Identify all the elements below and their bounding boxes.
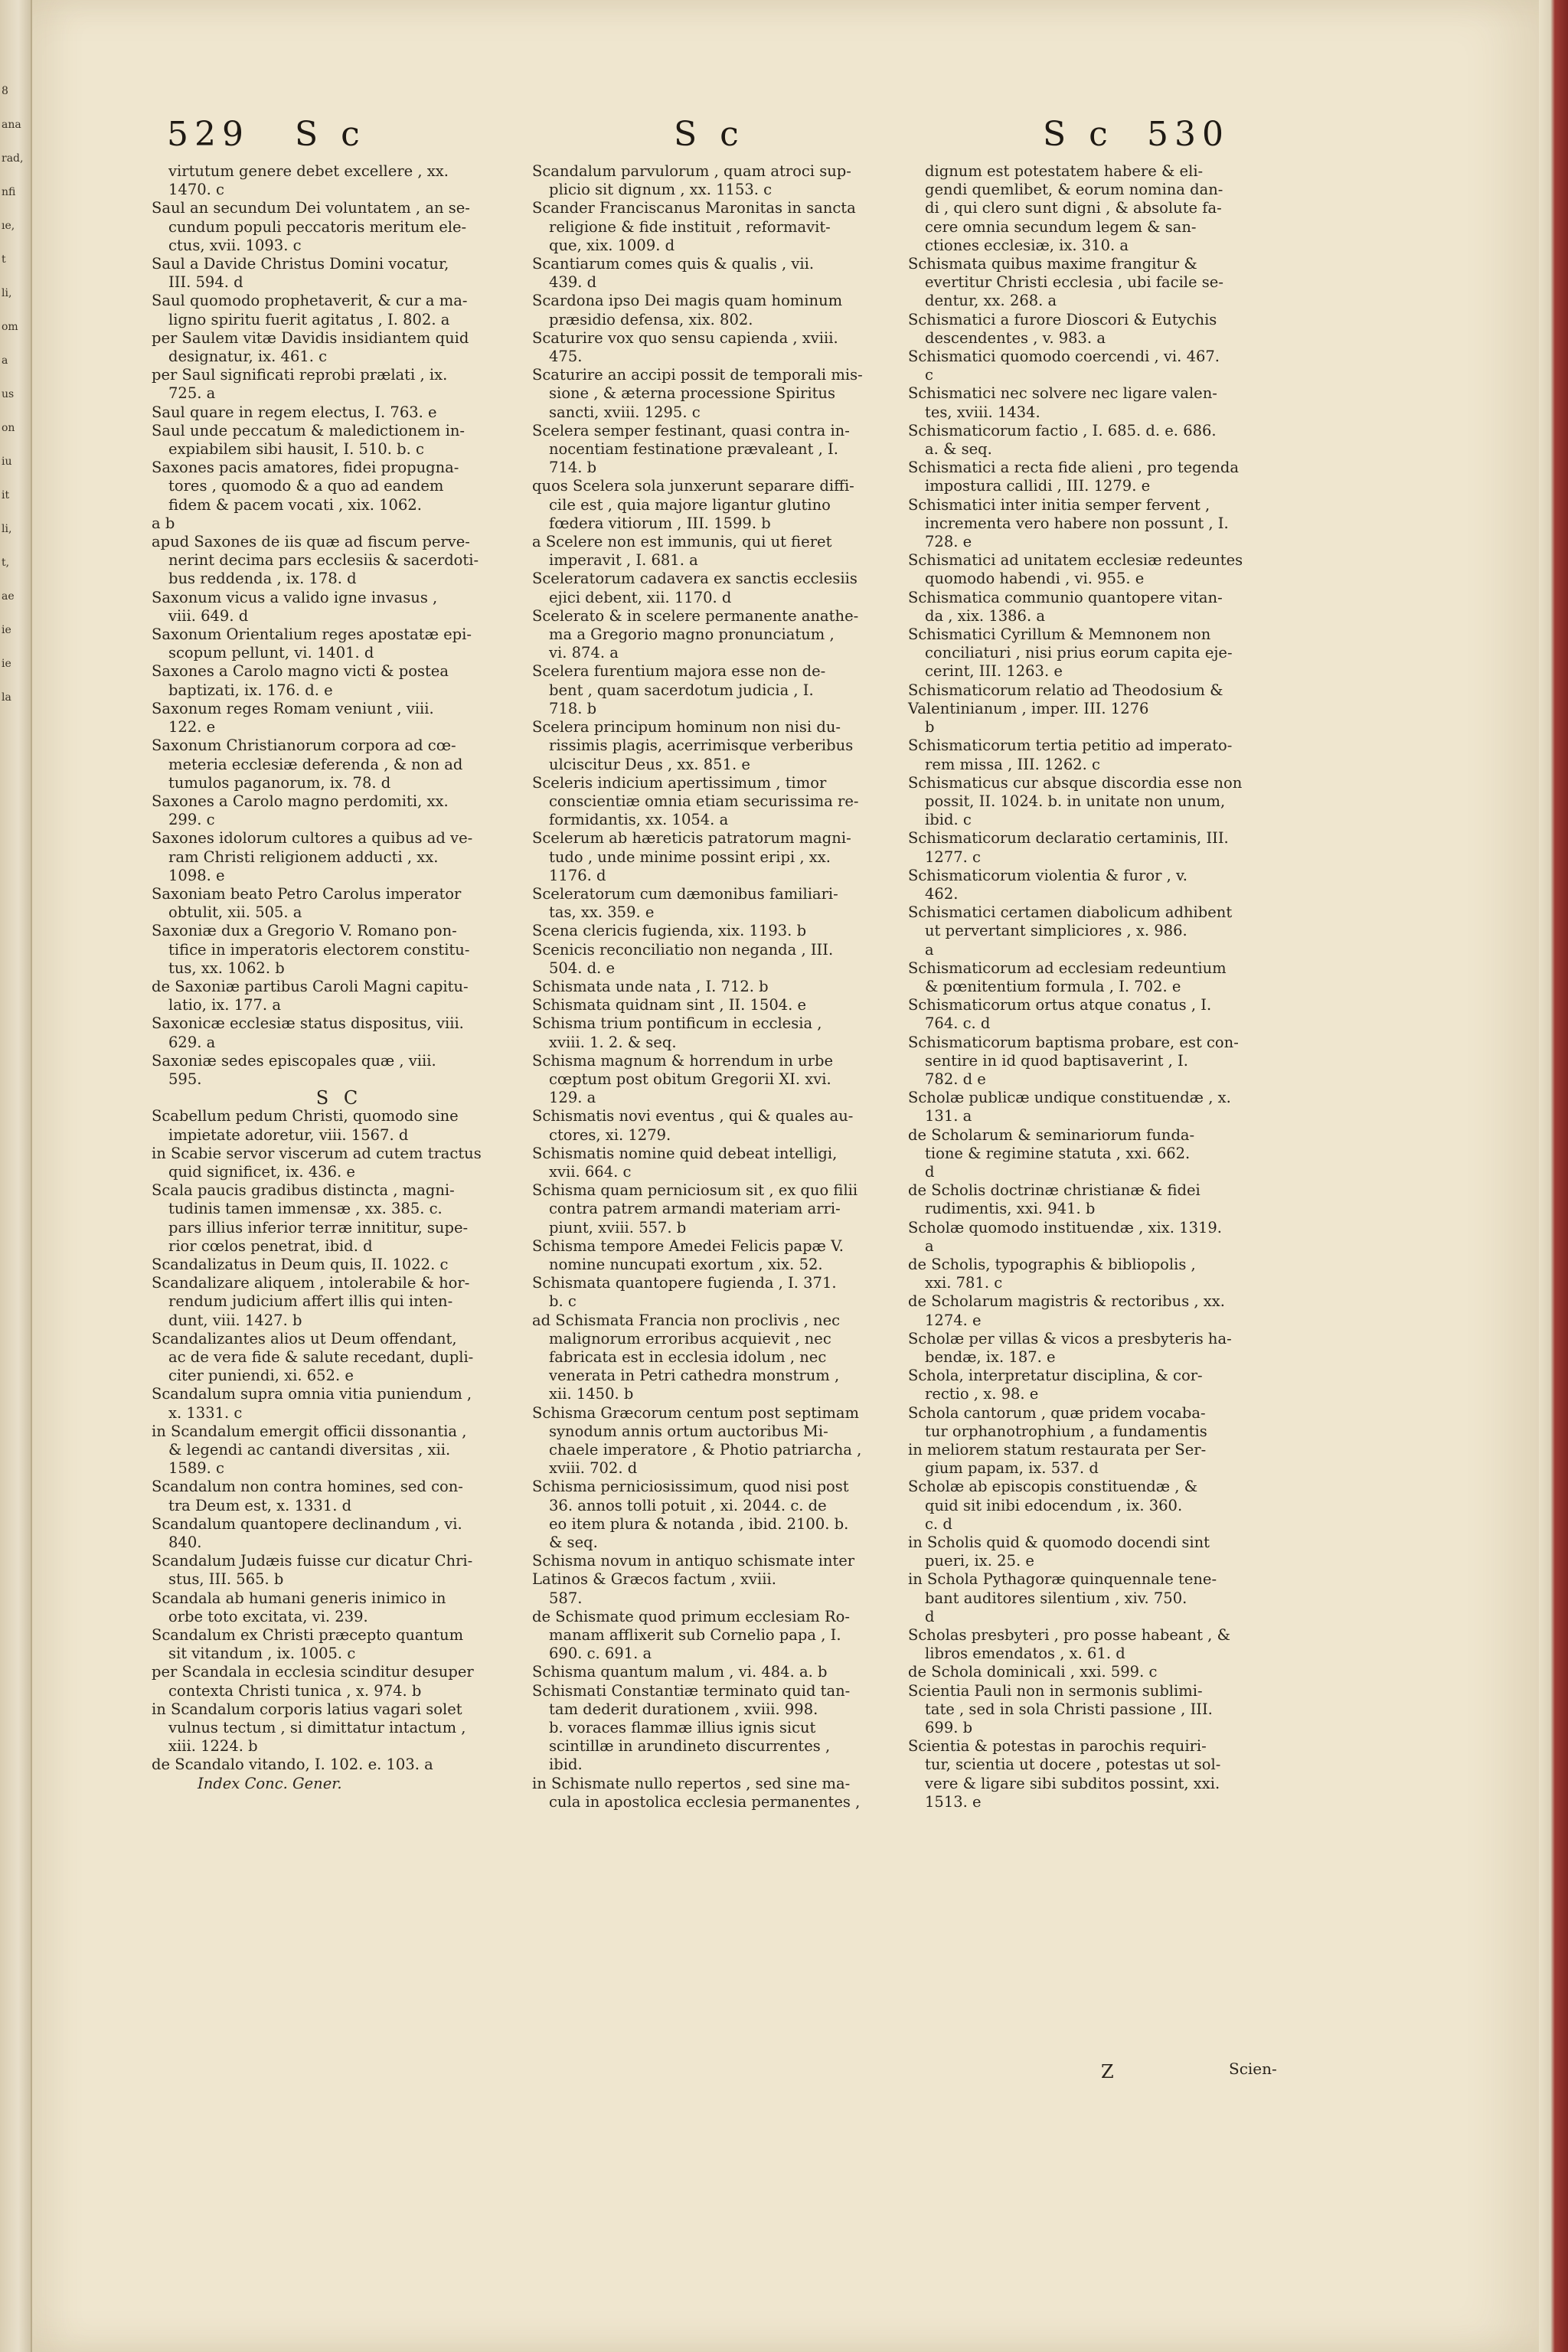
index-entry-line: Schismatici inter initia semper fervent ,: [908, 495, 1210, 514]
index-entry-line: vi. 874. a: [549, 644, 619, 662]
index-entry-line: Saxonum Orientalium reges apostatæ epi-: [152, 626, 472, 644]
index-entry-line: Schismatici quomodo coercendi , vi. 467.: [908, 348, 1220, 366]
index-entry-line: de Schola dominicali , xxi. 599. c: [908, 1663, 1158, 1681]
index-entry-line: nerint decima pars ecclesiis & sacerdoti-: [168, 551, 479, 570]
index-entry-line: 629. a: [168, 1033, 216, 1051]
index-entry-line: gium papam, ix. 537. d: [925, 1459, 1099, 1478]
index-entry-line: Scandalizantes alios ut Deum offendant,: [152, 1329, 457, 1348]
index-entry-line: Sceleratorum cadavera ex sanctis ecclesiis: [532, 570, 858, 588]
index-entry-line: conciliaturi , nisi prius eorum capita eje-: [925, 644, 1233, 662]
index-entry-line: in Scandalum emergit officii dissonantia ,: [152, 1422, 467, 1440]
index-entry-line: dignum est potestatem habere & eli-: [925, 162, 1204, 180]
index-entry-line: conscientiæ omnia etiam securissima re-: [549, 792, 859, 810]
index-entry-line: vere & ligare sibi subditos possint, xxi.: [925, 1774, 1220, 1792]
index-entry-line: virtutum genere debet excellere , xx.: [168, 162, 449, 180]
index-entry-line: Schola, interpretatur disciplina, & cor-: [908, 1367, 1203, 1385]
index-entry-line: Schismata quidnam sint , II. 1504. e: [532, 996, 807, 1014]
index-entry-line: formidantis, xx. 1054. a: [549, 811, 729, 829]
index-entry-line: ligno spiritu fuerit agitatus , I. 802. a: [168, 310, 450, 328]
index-entry-line: ad Schismata Francia non proclivis , nec: [532, 1311, 841, 1329]
index-entry-line: Saxones pacis amatores, fidei propugna-: [152, 459, 459, 477]
index-entry-line: 1513. e: [925, 1792, 982, 1811]
index-entry-line: 131. a: [925, 1107, 972, 1125]
index-entry-line: bus reddenda , ix. 178. d: [168, 570, 357, 588]
index-entry-line: Scelera semper festinant, quasi contra in-: [532, 421, 850, 439]
index-entry-line: Scardona ipso Dei magis quam hominum: [532, 292, 843, 310]
index-entry-line: plicio sit dignum , xx. 1153. c: [549, 181, 773, 199]
index-entry-line: Schismaticorum relatio ad Theodosium &: [908, 681, 1223, 699]
index-entry-line: Scholæ publicæ undique constituendæ , x.: [908, 1089, 1231, 1107]
index-entry-line: descendentes , v. 983. a: [925, 328, 1106, 347]
index-entry-line: b. c: [549, 1292, 577, 1311]
index-entry-line: 1176. d: [549, 866, 606, 884]
index-entry-line: evertitur Christi ecclesia , ubi facile se-: [925, 273, 1223, 292]
index-entry-line: cerint, III. 1263. e: [925, 662, 1063, 681]
index-entry-line: Scantiarum comes quis & qualis , vii.: [532, 255, 815, 273]
index-entry-line: bant auditores silentium , xiv. 750.: [925, 1589, 1187, 1607]
index-entry-line: Saxoniæ dux a Gregorio V. Romano pon-: [152, 922, 457, 940]
index-entry-line: contra patrem armandi materiam arri-: [549, 1200, 841, 1218]
index-entry-line: pars illius inferior terræ innititur, supe-: [168, 1218, 469, 1236]
index-entry-line: b. voraces flammæ illius ignis sicut: [549, 1719, 816, 1737]
index-entry-line: venerata in Petri cathedra monstrum ,: [549, 1367, 840, 1385]
index-entry-line: cundum populi peccatoris meritum ele-: [168, 217, 467, 236]
index-entry-line: ma a Gregorio magno pronunciatum ,: [549, 626, 835, 644]
signature-mark: Z: [1101, 2061, 1114, 2082]
index-entry-line: Scabellum pedum Christi, quomodo sine: [152, 1107, 459, 1125]
index-entry-line: Saxones idolorum cultores a quibus ad ve-: [152, 829, 473, 848]
index-entry-line: Scholæ ab episcopis constituendæ , &: [908, 1478, 1198, 1496]
index-entry-line: a: [925, 940, 934, 959]
margin-fragment: iu: [2, 456, 12, 468]
index-entry-line: a: [925, 1236, 934, 1255]
index-entry-line: de Scholis, typographis & bibliopolis ,: [908, 1255, 1196, 1273]
index-entry-line: rudimentis, xxi. 941. b: [925, 1200, 1096, 1218]
index-entry-line: pueri, ix. 25. e: [925, 1552, 1034, 1570]
index-entry-line: sentire in id quod baptisaverint , I.: [925, 1051, 1188, 1070]
index-entry-line: Saxoniæ sedes episcopales quæ , viii.: [152, 1051, 436, 1070]
index-entry-line: designatur, ix. 461. c: [168, 348, 328, 366]
index-entry-line: Scandala ab humani generis inimico in: [152, 1589, 446, 1607]
index-entry-line: Sceleris indicium apertissimum , timor: [532, 773, 827, 792]
index-entry-line: cile est , quia majore ligantur glutino: [549, 495, 831, 514]
index-entry-line: di , qui clero sunt digni , & absolute fa-: [925, 199, 1222, 217]
index-entry-line: Schismatici nec solvere nec ligare valen-: [908, 384, 1217, 403]
left-running-head: S c: [295, 115, 366, 154]
index-entry-line: Scholæ per villas & vicos a presbyteris ha-: [908, 1329, 1232, 1348]
index-entry-line: in Schismate nullo repertos , sed sine ma-: [532, 1774, 851, 1792]
index-entry-line: tifice in imperatoris electorem constitu-: [168, 940, 470, 959]
index-entry-line: Schismata unde nata , I. 712. b: [532, 977, 769, 995]
index-entry-line: & legendi ac cantandi diversitas , xii.: [168, 1441, 451, 1459]
index-entry-line: Schismaticorum factio , I. 685. d. e. 686.: [908, 421, 1217, 439]
index-entry-line: contexta Christi tunica , x. 974. b: [168, 1681, 422, 1700]
book-spine-fragment: [0, 0, 32, 2352]
index-entry-line: xviii. 1. 2. & seq.: [549, 1033, 677, 1051]
index-entry-line: & seq.: [549, 1534, 598, 1552]
index-entry-line: fœdera vitiorum , III. 1599. b: [549, 514, 771, 532]
margin-fragment: us: [2, 388, 15, 400]
index-entry-line: 587.: [549, 1589, 583, 1607]
index-entry-line: ibid.: [549, 1756, 583, 1774]
index-entry-line: tur orphanotrophium , a fundamentis: [925, 1422, 1207, 1440]
index-entry-line: 299. c: [168, 811, 215, 829]
index-entry-line: in meliorem statum restaurata per Ser-: [908, 1441, 1207, 1459]
index-entry-line: Schismaticorum baptisma probare, est con-: [908, 1033, 1239, 1051]
index-entry-line: Schismatici ad unitatem ecclesiæ redeuntes: [908, 551, 1243, 570]
index-entry-line: tumulos paganorum, ix. 78. d: [168, 773, 391, 792]
margin-fragment: it: [2, 489, 10, 501]
index-entry-line: Scandalum Judæis fuisse cur dicatur Chri-: [152, 1552, 473, 1570]
index-entry-line: de Schismate quod primum ecclesiam Ro-: [532, 1607, 850, 1625]
index-entry-line: Scenicis reconciliatio non neganda , III.: [532, 940, 834, 959]
index-entry-line: Saul a Davide Christus Domini vocatur,: [152, 255, 449, 273]
index-entry-line: præsidio defensa, xix. 802.: [549, 310, 753, 328]
index-entry-line: 122. e: [168, 718, 216, 737]
index-entry-line: 1589. c: [168, 1459, 224, 1478]
index-entry-line: Scandalum non contra homines, sed con-: [152, 1478, 463, 1496]
index-entry-line: ctus, xvii. 1093. c: [168, 236, 302, 254]
index-entry-line: Schismaticorum tertia petitio ad imperato-: [908, 737, 1233, 755]
index-entry-line: Saul unde peccatum & maledictionem in-: [152, 421, 465, 439]
margin-fragment: li,: [2, 287, 12, 299]
margin-fragment: 8: [2, 85, 8, 97]
index-entry-line: ulciscitur Deus , xx. 851. e: [549, 755, 750, 773]
index-entry-line: 1470. c: [168, 181, 224, 199]
index-entry-line: meteria ecclesiæ deferenda , & non ad: [168, 755, 463, 773]
index-entry-line: b: [925, 718, 935, 737]
index-entry-line: tione & regimine statuta , xxi. 662.: [925, 1144, 1191, 1162]
index-entry-line: scopum pellunt, vi. 1401. d: [168, 644, 374, 662]
index-entry-line: baptizati, ix. 176. d. e: [168, 681, 333, 699]
index-entry-line: 462.: [925, 884, 959, 903]
index-entry-line: Saxonum vicus a valido igne invasus ,: [152, 588, 438, 606]
index-entry-line: Schismaticorum declaratio certaminis, III.: [908, 829, 1229, 848]
index-entry-line: Scaturire vox quo sensu capienda , xviii.: [532, 328, 838, 347]
index-entry-line: Schismaticorum ortus atque conatus , I.: [908, 996, 1212, 1014]
index-entry-line: Scandalizatus in Deum quis, II. 1022. c: [152, 1255, 449, 1273]
index-entry-line: 699. b: [925, 1719, 973, 1737]
index-entry-line: nomine nuncupati exortum , xix. 52.: [549, 1255, 823, 1273]
index-entry-line: cere omnia secundum legem & san-: [925, 217, 1197, 236]
index-entry-line: 1274. e: [925, 1311, 982, 1329]
index-entry-line: per Saulem vitæ Davidis insidiantem quid: [152, 328, 469, 347]
index-entry-line: xxi. 781. c: [925, 1274, 1003, 1292]
index-entry-line: 690. c. 691. a: [549, 1645, 652, 1663]
index-entry-line: 725. a: [168, 384, 216, 403]
margin-fragment: t,: [2, 557, 10, 569]
index-entry-line: cœptum post obitum Gregorii XI. xvi.: [549, 1070, 831, 1088]
index-entry-line: tas, xx. 359. e: [549, 903, 655, 922]
index-entry-line: in Scholis quid & quomodo docendi sint: [908, 1534, 1210, 1552]
index-entry-line: dunt, viii. 1427. b: [168, 1311, 302, 1329]
index-entry-line: 718. b: [549, 699, 597, 717]
index-entry-line: Schismati Constantiæ terminato quid tan-: [532, 1681, 851, 1700]
index-entry-line: 439. d: [549, 273, 597, 292]
index-entry-line: a Scelere non est immunis, qui ut fieret: [532, 533, 832, 551]
index-entry-line: Sceleratorum cum dæmonibus familiari-: [532, 884, 838, 903]
index-entry-line: quomodo habendi , vi. 955. e: [925, 570, 1145, 588]
index-entry-line: c. d: [925, 1514, 952, 1533]
index-entry-line: Scandalum supra omnia vitia puniendum ,: [152, 1385, 472, 1403]
index-entry-line: Schismatici certamen diabolicum adhibent: [908, 903, 1233, 922]
index-entry-line: orbe toto excitata, vi. 239.: [168, 1607, 368, 1625]
index-entry-line: rior cœlos penetrat, ibid. d: [168, 1236, 373, 1255]
index-entry-line: Scholas presbyteri , pro posse habeant , &: [908, 1626, 1230, 1645]
index-entry-line: Scholæ quomodo instituendæ , xix. 1319.: [908, 1218, 1223, 1236]
index-entry-line: que, xix. 1009. d: [549, 236, 675, 254]
index-entry-line: religione & fide instituit , reformavit-: [549, 217, 831, 236]
index-entry-line: tur, scientia ut docere , potestas ut sol-: [925, 1756, 1221, 1774]
index-entry-line: Scandalum parvulorum , quam atroci sup-: [532, 162, 851, 180]
left-page-number: 529: [167, 115, 250, 154]
index-entry-line: manam afflixerit sub Cornelio papa , I.: [549, 1626, 841, 1645]
index-entry-line: Schismaticus cur absque discordia esse non: [908, 773, 1243, 792]
index-entry-line: Schismatici a furore Dioscori & Eutychis: [908, 310, 1217, 328]
index-entry-line: Scelera furentium majora esse non de-: [532, 662, 826, 681]
index-entry-line: incrementa vero habere non possunt , I.: [925, 514, 1229, 532]
index-entry-line: possit, II. 1024. b. in unitate non unum,: [925, 792, 1226, 810]
index-entry-line: Saul an secundum Dei voluntatem , an se-: [152, 199, 470, 217]
index-entry-line: d: [925, 1162, 935, 1181]
index-entry-line: Saxonum Christianorum corpora ad cœ-: [152, 737, 456, 755]
index-entry-line: Valentinianum , imper. III. 1276: [908, 699, 1149, 717]
index-entry-line: stus, III. 565. b: [168, 1570, 284, 1589]
margin-fragment: on: [2, 422, 15, 434]
index-entry-line: eo item plura & notanda , ibid. 2100. b.: [549, 1514, 849, 1533]
index-entry-line: nocentiam festinatione prævaleant , I.: [549, 440, 838, 459]
index-entry-line: 782. d e: [925, 1070, 986, 1088]
index-entry-line: Schisma quantum malum , vi. 484. a. b: [532, 1663, 828, 1681]
margin-fragment: om: [2, 321, 18, 333]
margin-fragment: nfi: [2, 186, 16, 198]
index-entry-line: Schisma magnum & horrendum in urbe: [532, 1051, 834, 1070]
index-entry-line: rectio , x. 98. e: [925, 1385, 1039, 1403]
index-entry-line: impostura callidi , III. 1279. e: [925, 477, 1151, 495]
index-entry-line: da , xix. 1386. a: [925, 606, 1045, 625]
index-entry-line: ac de vera fide & salute recedant, dupli-: [168, 1348, 474, 1366]
index-entry-line: Schismata quibus maxime frangitur &: [908, 255, 1197, 273]
index-entry-line: scintillæ in arundineto discurrentes ,: [549, 1737, 831, 1756]
index-entry-line: Schisma novum in antiquo schismate inter: [532, 1552, 855, 1570]
index-entry-line: viii. 649. d: [168, 606, 249, 625]
index-entry-line: de Scholarum magistris & rectoribus , xx.: [908, 1292, 1225, 1311]
index-entry-line: 764. c. d: [925, 1014, 991, 1033]
index-entry-line: gendi quemlibet, & eorum nomina dan-: [925, 181, 1223, 199]
index-entry-line: Schismatis novi eventus , qui & quales au-: [532, 1107, 854, 1125]
margin-fragment: la: [2, 691, 11, 704]
index-entry-line: in Schola Pythagoræ quinquennale tene-: [908, 1570, 1217, 1589]
margin-fragment: rad,: [2, 152, 24, 165]
index-entry-line: Schismaticorum violentia & furor , v.: [908, 866, 1187, 884]
margin-fragment: ıe,: [2, 220, 15, 232]
margin-fragment: ana: [2, 119, 21, 131]
index-entry-line: impietate adoretur, viii. 1567. d: [168, 1125, 409, 1144]
index-entry-line: Scandalizare aliquem , intolerabile & hor-: [152, 1274, 470, 1292]
index-entry-line: rissimis plagis, acerrimisque verberibus: [549, 737, 854, 755]
margin-fragment: t: [2, 253, 6, 266]
index-entry-line: 1277. c: [925, 848, 981, 866]
index-entry-line: xiii. 1224. b: [168, 1737, 258, 1756]
index-entry-line: in Scabie servor viscerum ad cutem tractus: [152, 1144, 482, 1162]
index-entry-line: Schismata quantopere fugienda , I. 371.: [532, 1274, 837, 1292]
index-entry-line: malignorum erroribus acquievit , nec: [549, 1329, 831, 1348]
index-entry-line: ut pervertant simpliciores , x. 986.: [925, 922, 1187, 940]
index-entry-line: ctores, xi. 1279.: [549, 1125, 671, 1144]
index-entry-line: bendæ, ix. 187. e: [925, 1348, 1056, 1366]
index-entry-line: obtulit, xii. 505. a: [168, 903, 302, 922]
index-entry-line: Saxonicæ ecclesiæ status dispositus, viii.: [152, 1014, 464, 1033]
index-entry-line: quos Scelera sola junxerunt separare diffi-: [532, 477, 854, 495]
index-entry-line: Scandalum ex Christi præcepto quantum: [152, 1626, 464, 1645]
index-entry-line: apud Saxones de iis quæ ad fiscum perve-: [152, 533, 470, 551]
index-column-left: [152, 162, 527, 1793]
index-entry-line: ctiones ecclesiæ, ix. 310. a: [925, 236, 1129, 254]
index-entry-line: in Scandalum corporis latius vagari solet: [152, 1700, 462, 1718]
index-entry-line: 475.: [549, 348, 583, 366]
index-entry-line: de Saxoniæ partibus Caroli Magni capitu-: [152, 977, 469, 995]
index-entry-line: Schisma quam perniciosum sit , ex quo filii: [532, 1181, 858, 1200]
center-running-head: S c: [674, 115, 745, 154]
index-entry-line: a b: [152, 514, 175, 532]
index-entry-line: Schisma tempore Amedei Felicis papæ V.: [532, 1236, 844, 1255]
index-entry-line: Scander Franciscanus Maronitas in sancta: [532, 199, 856, 217]
index-entry-line: Scala paucis gradibus distincta , magni-: [152, 1181, 455, 1200]
index-entry-line: de Scandalo vitando, I. 102. e. 103. a: [152, 1756, 433, 1774]
index-entry-line: Schola cantorum , quæ pridem vocaba-: [908, 1403, 1206, 1422]
index-entry-line: Schisma trium pontificum in ecclesia ,: [532, 1014, 822, 1033]
index-entry-line: rem missa , III. 1262. c: [925, 755, 1100, 773]
index-entry-line: fidem & pacem vocati , xix. 1062.: [168, 495, 422, 514]
index-entry-line: III. 594. d: [168, 273, 243, 292]
index-entry-line: Schismaticorum ad ecclesiam redeuntium: [908, 959, 1227, 977]
index-entry-line: 728. e: [925, 533, 972, 551]
index-entry-line: Schismatici Cyrillum & Memnonem non: [908, 626, 1211, 644]
index-entry-line: sit vitandum , ix. 1005. c: [168, 1645, 356, 1663]
index-entry-line: tam dederit durationem , xviii. 998.: [549, 1700, 818, 1718]
index-entry-line: a. & seq.: [925, 440, 992, 459]
index-entry-line: d: [925, 1607, 935, 1625]
margin-fragment: ie: [2, 658, 11, 670]
index-entry-line: latio, ix. 177. a: [168, 996, 281, 1014]
index-entry-line: Scientia Pauli non in sermonis sublimi-: [908, 1681, 1203, 1700]
index-entry-line: Scena clericis fugienda, xix. 1193. b: [532, 922, 807, 940]
index-entry-line: x. 1331. c: [168, 1403, 243, 1422]
catchword: Scien-: [1229, 2060, 1277, 2078]
index-entry-line: quid significet, ix. 436. e: [168, 1162, 355, 1181]
index-entry-line: Saxones a Carolo magno victi & postea: [152, 662, 449, 681]
margin-fragment: li,: [2, 523, 12, 535]
index-entry-line: 129. a: [549, 1089, 596, 1107]
index-entry-line: Schismatis nomine quid debeat intelligi,: [532, 1144, 838, 1162]
index-entry-line: fabricata est in ecclesia idolum , nec: [549, 1348, 827, 1366]
index-entry-line: Schismatici a recta fide alieni , pro tegenda: [908, 459, 1239, 477]
margin-fragment: a: [2, 354, 8, 367]
index-column-right: [908, 162, 1291, 1811]
index-entry-line: 714. b: [549, 459, 597, 477]
index-column-middle: [532, 162, 898, 1811]
index-entry-line: de Scholis doctrinæ christianæ & fidei: [908, 1181, 1200, 1200]
index-entry-line: 504. d. e: [549, 959, 616, 977]
index-entry-line: xvii. 664. c: [549, 1162, 632, 1181]
index-entry-line: Scaturire an accipi possit de temporali mis-: [532, 366, 863, 384]
index-entry-line: Scelera principum hominum non nisi du-: [532, 718, 841, 737]
book-edge: [1539, 0, 1568, 2352]
index-entry-line: vulnus tectum , si dimittatur intactum ,: [168, 1719, 466, 1737]
right-page-number: 530: [1147, 115, 1230, 154]
index-entry-line: 840.: [168, 1534, 202, 1552]
right-running-head: S c: [1043, 115, 1114, 154]
margin-fragment: ae: [2, 590, 15, 603]
index-entry-line: Saxonum reges Romam veniunt , viii.: [152, 699, 434, 717]
index-entry-line: sione , & æterna processione Spiritus: [549, 384, 835, 403]
index-entry-line: rendum judicium affert illis qui inten-: [168, 1292, 453, 1311]
index-entry-line: 36. annos tolli potuit , xi. 2044. c. de: [549, 1496, 827, 1514]
index-entry-line: & pœnitentium formula , I. 702. e: [925, 977, 1181, 995]
index-entry-line: piunt, xviii. 557. b: [549, 1218, 687, 1236]
index-entry-line: Scelerato & in scelere permanente anathe-: [532, 606, 859, 625]
index-entry-line: Saxones a Carolo magno perdomiti, xx.: [152, 792, 449, 810]
index-entry-line: ibid. c: [925, 811, 972, 829]
index-entry-line: ejici debent, xii. 1170. d: [549, 588, 732, 606]
index-entry-line: c: [925, 366, 933, 384]
index-entry-line: libros emendatos , x. 61. d: [925, 1645, 1125, 1663]
index-entry-line: xviii. 702. d: [549, 1459, 638, 1478]
index-entry-line: citer puniendi, xi. 652. e: [168, 1367, 354, 1385]
index-entry-line: quid sit inibi edocendum , ix. 360.: [925, 1496, 1183, 1514]
index-entry-line: tus, xx. 1062. b: [168, 959, 285, 977]
index-entry-line: Schisma Græcorum centum post septimam: [532, 1403, 859, 1422]
index-entry-line: ram Christi religionem adducti , xx.: [168, 848, 439, 866]
index-entry-line: cula in apostolica ecclesia permanentes ,: [549, 1792, 861, 1811]
index-entry-line: Saxoniam beato Petro Carolus imperator: [152, 884, 462, 903]
index-entry-line: Scelerum ab hæreticis patratorum magni-: [532, 829, 851, 848]
index-entry-line: Latinos & Græcos factum , xviii.: [532, 1570, 776, 1589]
index-entry-line: Saul quare in regem electus, I. 763. e: [152, 403, 437, 421]
index-entry-line: Saul quomodo prophetaverit, & cur a ma-: [152, 292, 468, 310]
index-entry-line: tra Deum est, x. 1331. d: [168, 1496, 352, 1514]
index-entry-line: 595.: [168, 1070, 202, 1088]
index-entry-line: per Saul significati reprobi prælati , ix.: [152, 366, 448, 384]
index-entry-line: Schisma perniciosissimum, quod nisi post: [532, 1478, 849, 1496]
index-entry-line: dentur, xx. 268. a: [925, 292, 1057, 310]
index-entry-line: tes, xviii. 1434.: [925, 403, 1040, 421]
index-entry-line: 1098. e: [168, 866, 225, 884]
index-entry-line: tudinis tamen immensæ , xx. 385. c.: [168, 1200, 443, 1218]
index-entry-line: tudo , unde minime possint eripi , xx.: [549, 848, 831, 866]
index-entry-line: xii. 1450. b: [549, 1385, 634, 1403]
index-entry-line: Scandalum quantopere declinandum , vi.: [152, 1514, 462, 1533]
index-entry-line: Scientia & potestas in parochis requiri-: [908, 1737, 1207, 1756]
index-entry-line: bent , quam sacerdotum judicia , I.: [549, 681, 814, 699]
index-entry-line: per Scandala in ecclesia scinditur desuper: [152, 1663, 474, 1681]
index-entry-line: imperavit , I. 681. a: [549, 551, 698, 570]
index-entry-line: tate , sed in sola Christi passione , III.: [925, 1700, 1213, 1718]
index-entry-line: sancti, xviii. 1295. c: [549, 403, 701, 421]
index-entry-line: synodum annis ortum auctoribus Mi-: [549, 1422, 828, 1440]
index-entry-line: expiabilem sibi hausit, I. 510. b. c: [168, 440, 424, 459]
index-entry-line: tores , quomodo & a quo ad eandem: [168, 477, 444, 495]
section-title: S C: [315, 1087, 363, 1109]
index-entry-line: Schismatica communio quantopere vitan-: [908, 588, 1223, 606]
margin-fragment: ie: [2, 624, 11, 636]
index-entry-line: de Scholarum & seminariorum funda-: [908, 1125, 1195, 1144]
index-entry-line: chaele imperatore , & Photio patriarcha ,: [549, 1441, 862, 1459]
footer-signature: Index Conc. Gener.: [198, 1774, 342, 1792]
